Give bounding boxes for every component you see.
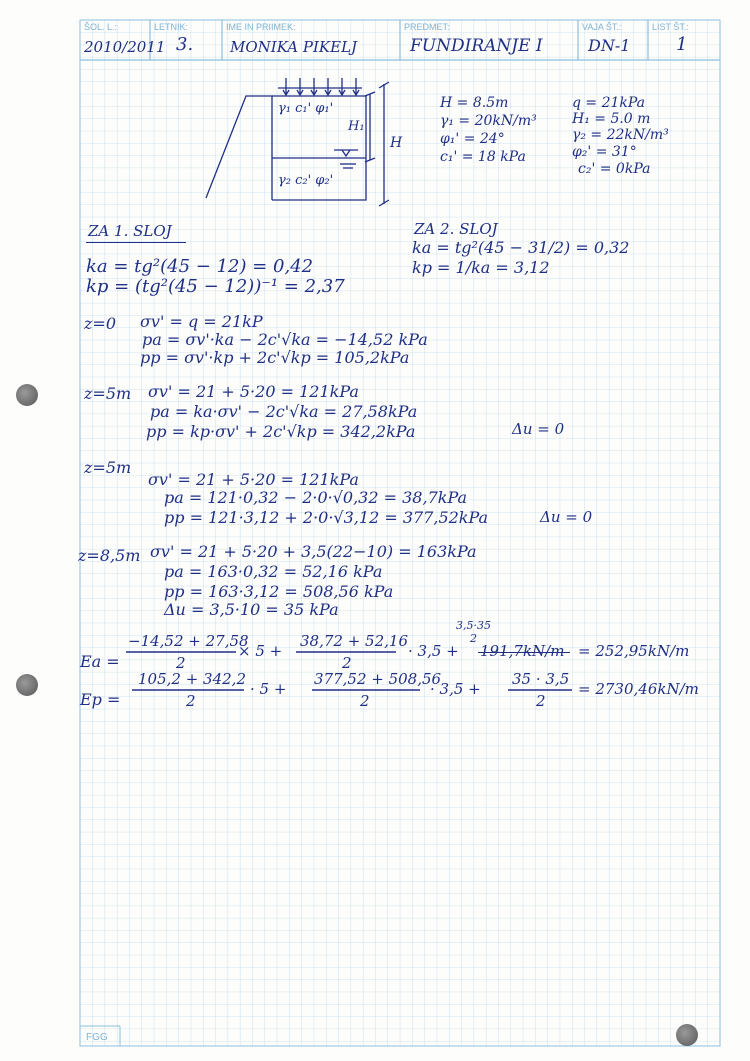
- given-gamma1: γ₁ = 20kN/m³: [440, 113, 537, 129]
- ep-term2-numerator: 377,52 + 508,56: [314, 670, 442, 688]
- z85-delta-u: Δu = 3,5·10 = 35 kPa: [164, 600, 339, 619]
- ep-term1-denominator: 2: [186, 692, 196, 710]
- z0-sigma-v: σv' = q = 21kP: [140, 312, 263, 331]
- ep-term2-multiplier: · 3,5 +: [430, 680, 481, 698]
- ea-term1-multiplier: × 5 +: [238, 642, 283, 660]
- z5a-sigma-v: σv' = 21 + 5·20 = 121kPa: [148, 382, 359, 401]
- ea-term1-denominator: 2: [176, 654, 186, 672]
- header-label-exercise: VAJA ŠT.:: [582, 22, 622, 32]
- given-c1: c₁' = 18 kPa: [440, 149, 526, 165]
- ea-term1-numerator: −14,52 + 27,58: [128, 632, 249, 650]
- diagram-layer1-label: γ₁ c₁' φ₁': [278, 101, 334, 116]
- ep-result: = 2730,46kN/m: [578, 680, 699, 698]
- given-c2: c₂' = 0kPa: [578, 161, 651, 177]
- header-label-grade: LETNIK:: [154, 22, 189, 32]
- footer-label: FGG: [86, 1032, 108, 1043]
- header-value-grade: 3.: [176, 34, 194, 55]
- ea-crossed-out-value: 191,7kN/m: [480, 642, 565, 660]
- ep-term3-denominator: 2: [536, 692, 546, 710]
- ep-term2-denominator: 2: [360, 692, 370, 710]
- diagram-h1-label: H₁: [348, 119, 365, 134]
- z5b-pp: pp = 121·3,12 + 2·0·√3,12 = 377,52kPa: [164, 508, 489, 527]
- z85-sigma-v: σv' = 21 + 5·20 + 3,5(22−10) = 163kPa: [150, 542, 477, 561]
- header-label-sheet: LIST ŠT.:: [652, 22, 689, 32]
- z0-label: z=0: [84, 314, 117, 333]
- ep-term3-numerator: 35 · 3,5: [512, 670, 570, 688]
- layer1-title-underline: [86, 242, 186, 243]
- z5a-pa: pa = ka·σv' − 2c'√ka = 27,58kPa: [150, 402, 418, 421]
- z5b-pa: pa = 121·0,32 − 2·0·√0,32 = 38,7kPa: [164, 488, 468, 507]
- layer1-title: ZA 1. SLOJ: [88, 222, 172, 240]
- diagram-layer2-label: γ₂ c₂' φ₂': [278, 173, 334, 188]
- given-gamma2: γ₂ = 22kN/m³: [572, 127, 669, 143]
- punch-hole-upper: [16, 384, 38, 406]
- given-phi1: φ₁' = 24°: [440, 131, 505, 147]
- ea-term3-numerator: 3,5·35: [456, 619, 491, 632]
- ea-term3-denominator: 2: [470, 632, 477, 645]
- z5b-label: z=5m: [84, 458, 132, 477]
- header-label-school-year: ŠOL. L.:: [84, 22, 118, 32]
- layer2-title: ZA 2. SLOJ: [414, 220, 498, 238]
- header-value-subject: FUNDIRANJE I: [410, 36, 543, 56]
- z85-pa: pa = 163·0,32 = 52,16 kPa: [164, 562, 383, 581]
- z5a-label: z=5m: [84, 384, 132, 403]
- header-value-exercise: DN-1: [588, 36, 631, 55]
- layer1-kp: kp = (tg²(45 − 12))⁻¹ = 2,37: [86, 276, 345, 297]
- z5a-pp: pp = kp·σv' + 2c'√kp = 342,2kPa: [146, 422, 416, 441]
- z85-pp: pp = 163·3,12 = 508,56 kPa: [164, 582, 394, 601]
- diagram-h-label: H: [390, 135, 403, 151]
- given-q: q = 21kPa: [572, 95, 646, 111]
- layer2-kp: kp = 1/ka = 3,12: [412, 258, 550, 277]
- ea-result: = 252,95kN/m: [578, 642, 690, 660]
- z5b-delta-u: Δu = 0: [540, 508, 593, 526]
- z0-pa: pa = σv'·ka − 2c'√ka = −14,52 kPa: [142, 330, 428, 349]
- ep-term1-multiplier: · 5 +: [250, 680, 287, 698]
- header-value-name: MONIKA PIKELJ: [230, 38, 358, 56]
- ep-label: Ep =: [80, 690, 121, 709]
- header-label-name: IME IN PRIIMEK:: [226, 22, 296, 32]
- layer1-ka: ka = tg²(45 − 12) = 0,42: [86, 256, 314, 277]
- ea-term2-numerator: 38,72 + 52,16: [300, 632, 408, 650]
- z0-pp: pp = σv'·kp + 2c'√kp = 105,2kPa: [140, 348, 410, 367]
- punch-hole-lower: [16, 674, 38, 696]
- header-value-school-year: 2010/2011: [84, 38, 166, 56]
- z5b-sigma-v: σv' = 21 + 5·20 = 121kPa: [148, 470, 359, 489]
- z85-label: z=8,5m: [78, 546, 141, 565]
- punch-hole-corner: [676, 1024, 698, 1046]
- given-h1: H₁ = 5.0 m: [572, 111, 651, 127]
- layer2-ka: ka = tg²(45 − 31/2) = 0,32: [412, 238, 630, 257]
- ea-term2-denominator: 2: [342, 654, 352, 672]
- z5a-delta-u: Δu = 0: [512, 420, 565, 438]
- given-h: H = 8.5m: [440, 95, 509, 111]
- ea-term2-multiplier: · 3,5 +: [408, 642, 459, 660]
- header-label-subject: PREDMET:: [404, 22, 450, 32]
- ep-term1-numerator: 105,2 + 342,2: [138, 670, 246, 688]
- ea-label: Ea =: [80, 652, 120, 671]
- header-value-sheet: 1: [676, 34, 688, 55]
- given-phi2: φ₂' = 31°: [572, 144, 637, 160]
- ea-strikethrough: [478, 652, 570, 653]
